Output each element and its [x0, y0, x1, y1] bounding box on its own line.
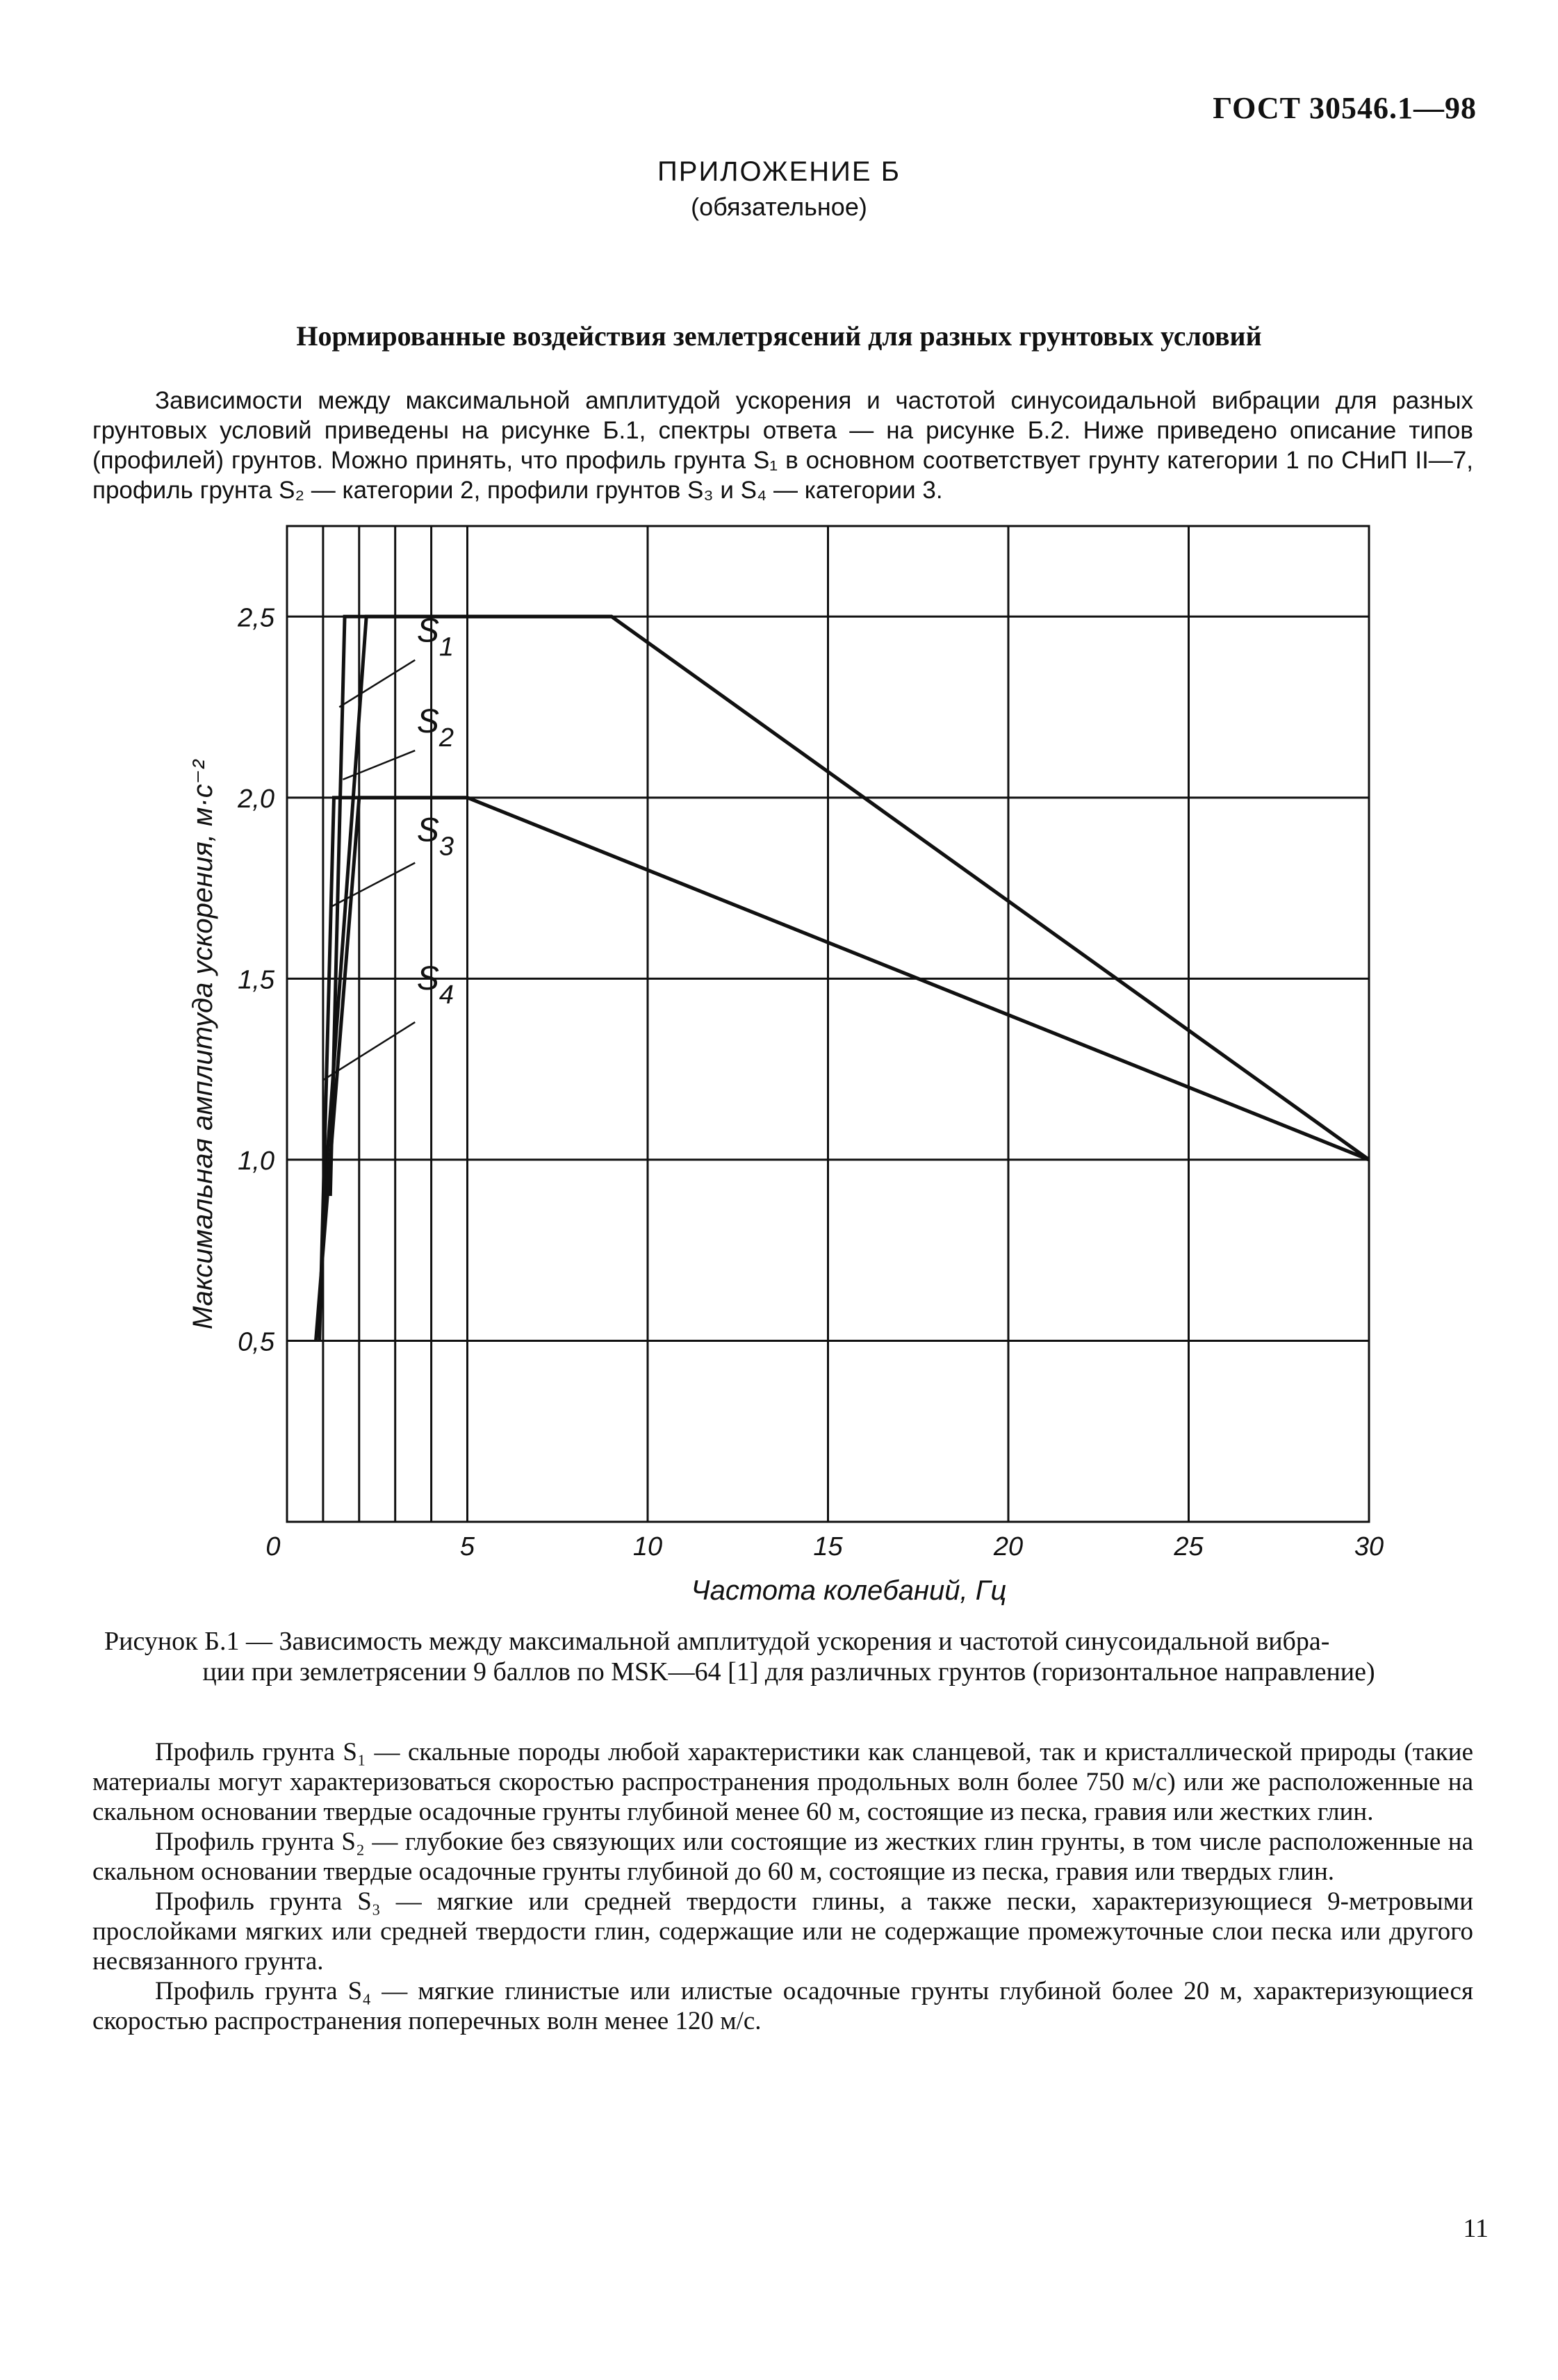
series-leader-s3 — [332, 863, 415, 907]
y-tick-label: 1,0 — [238, 1146, 274, 1176]
y-axis-label: Максимальная амплитуда ускорения, м·с⁻² — [188, 760, 218, 1330]
series-label-main: S — [416, 703, 439, 741]
series-label-s1 — [417, 613, 454, 662]
x-tick-label: 30 — [1354, 1532, 1384, 1561]
page-number: 11 — [1463, 2214, 1489, 2243]
x-axis-label: Частота колебаний, Гц — [691, 1575, 1007, 1606]
profile-s1-description: Профиль грунта S₁ — скальные породы любой характеристики как сланцевой, так и кристаллической природы (такие материалы могут характеризоваться скоростью распространения продольных волн более 750 м/с) или же расположенные на скальном основании твердые осадочные грунты глубиной менее 60 м, состоящие из песка, гравия или жестких глин. — [92, 1738, 1473, 1826]
series-label-subscript: 1 — [438, 632, 454, 662]
series-label-main: S — [416, 960, 439, 997]
chart-grid — [287, 526, 1369, 1522]
figure-caption — [104, 1626, 1473, 1687]
intro-text: Зависимости между максимальной амплитудой ускорения и частотой синусоидальной вибрации для разных грунтовых условий приведены на рисунке Б.1, спектры ответа — на рисунке Б.2. Ниже приведено описание типов (профилей) грунтов. Можно принять, что профиль грунта S₁ в основном соответствует грунту категории 1 по СНиП II—7, профиль грунта S₂ — категории 2, профили грунтов S₃ и S₄ — категории 3. — [92, 387, 1473, 504]
series-label-subscript: 2 — [438, 723, 454, 753]
y-tick-label: 2,0 — [238, 784, 274, 814]
x-tick-label: 10 — [632, 1532, 663, 1561]
y-tick-label: 0,5 — [238, 1327, 274, 1357]
profile-s4-description: Профиль грунта S₄ — мягкие глинистые или илистые осадочные грунты глубиной более 20 м, характеризующиеся скоростью распространения поперечных волн менее 120 м/с. — [92, 1977, 1473, 2035]
series-line-s2 — [323, 616, 1369, 1214]
y-tick-label: 1,5 — [238, 965, 274, 995]
series-line-s4 — [316, 798, 1369, 1341]
y-tick-label: 2,5 — [238, 603, 274, 633]
series-line-s1 — [330, 616, 1369, 1196]
series-label-subscript: 3 — [438, 832, 454, 862]
series-leader-s2 — [343, 750, 415, 780]
soil-profile-descriptions — [92, 1737, 1473, 2036]
x-tick-label: 25 — [1174, 1532, 1204, 1561]
series-leader-s1 — [339, 660, 415, 707]
profile-s3-description: Профиль грунта S₃ — мягкие или средней твердости глины, а также пески, характеризующиеся 9-метровыми прослойками мягких или средней твердости глин, содержащие или не содержащие промежуточные слои песка или другого несвязанного грунта. — [92, 1887, 1473, 1976]
series-label-subscript: 4 — [438, 980, 454, 1010]
series-label-s2 — [417, 703, 454, 753]
appendix-title: ПРИЛОЖЕНИЕ Б — [657, 156, 901, 187]
profile-s2-description: Профиль грунта S₂ — глубокие без связующих или состоящие из жестких глин грунты, в том числе расположенные на скальном основании твердые осадочные грунты глубиной до 60 м, состоящие из песка, гравия или твердых глин. — [92, 1828, 1473, 1886]
series-line-s3 — [320, 798, 1369, 1341]
caption-line-2: ции при землетрясении 9 баллов по MSK—64 [1] для различных грунтов (горизонтальное направление) — [202, 1657, 1375, 1686]
series-label-main: S — [416, 812, 439, 849]
chart-labels — [188, 603, 1384, 1606]
section-title: Нормированные воздействия землетрясений для разных грунтовых условий — [296, 320, 1262, 352]
x-tick-label: 20 — [993, 1532, 1024, 1561]
series-label-main: S — [416, 612, 439, 650]
caption-line-1: Рисунок Б.1 — Зависимость между максимальной амплитудой ускорения и частотой синусоидальной вибра- — [104, 1627, 1330, 1656]
document-code: ГОСТ 30546.1—98 — [1213, 91, 1477, 125]
x-tick-label: 5 — [459, 1532, 475, 1561]
x-tick-label: 0 — [265, 1532, 281, 1561]
series-label-s4 — [417, 960, 454, 1010]
series-label-s3 — [417, 812, 454, 861]
x-tick-label: 15 — [813, 1532, 843, 1561]
appendix-subtitle: (обязательное) — [691, 192, 867, 221]
